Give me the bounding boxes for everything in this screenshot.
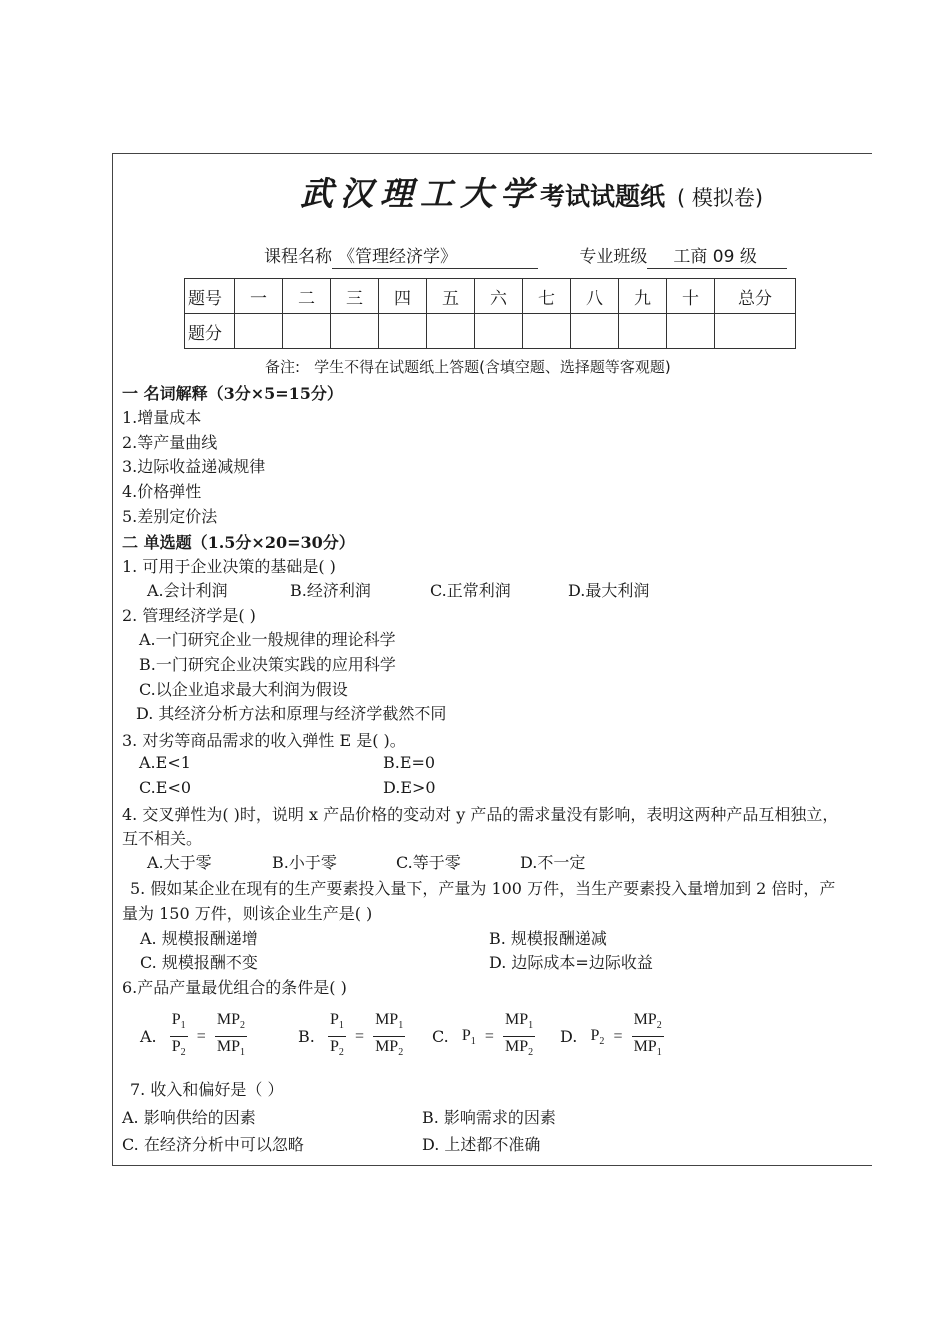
question-5-stem-cont: 量为 150 万件，则该企业生产是( ) [122, 904, 373, 923]
row-label: 题分 [185, 314, 235, 349]
term-item: 4.价格弹性 [122, 482, 202, 501]
q7-option-a: A. 影响供给的因素 [122, 1108, 256, 1127]
col-5: 五 [427, 279, 475, 314]
fraction: $\frac{P_1}{P_2}$ [329, 1011, 344, 1059]
q3-option-b: B.E=0 [383, 753, 436, 772]
col-6: 六 [475, 279, 523, 314]
q3-option-d: D.E>0 [383, 778, 436, 797]
q2-option-b: B.一门研究企业决策实践的应用科学 [139, 655, 396, 674]
section-2-title: 二 单选题（1.5分×20=30分） [122, 533, 355, 552]
q1-option-c: C.正常利润 [430, 581, 511, 600]
university-name: 武汉理工大学 [300, 174, 540, 213]
note-text: 学生不得在试题纸上答题(含填空题、选择题等客观题) [314, 358, 671, 376]
question-4-stem-cont: 互不相关。 [122, 829, 203, 848]
exam-paper-title: 考试试题纸 [540, 182, 666, 211]
row-label: 题号 [185, 279, 235, 314]
score-cell [523, 314, 571, 349]
q6-option-c: C. $P_1$ = $\frac{MP_1}{MP_2}$ [432, 1010, 535, 1063]
class-label: 专业班级 [579, 247, 648, 267]
col-total: 总分 [715, 279, 796, 314]
score-cell [475, 314, 523, 349]
exam-title [300, 168, 763, 215]
term-item: 5.差别定价法 [122, 507, 218, 526]
fraction: $\frac{MP_1}{MP_2}$ [375, 1011, 404, 1059]
course-meta [264, 242, 787, 269]
q5-option-a: A. 规模报酬递增 [140, 929, 258, 948]
score-table-score-row [185, 314, 796, 349]
q3-option-c: C.E<0 [139, 778, 192, 797]
q5-option-b: B. 规模报酬递减 [489, 929, 607, 948]
col-7: 七 [523, 279, 571, 314]
q6-option-a: A. $\frac{P_1}{P_2}$ = $\frac{MP_2}{MP_1}$ [140, 1010, 247, 1063]
section-1-title: 一 名词解释（3分×5=15分） [122, 384, 343, 403]
col-1: 一 [235, 279, 283, 314]
q1-option-d: D.最大利润 [568, 581, 650, 600]
col-3: 三 [331, 279, 379, 314]
score-cell [427, 314, 475, 349]
question-4-stem: 4. 交叉弹性为( )时，说明 x 产品价格的变动对 y 产品的需求量没有影响，表明这两种产品互相独立， [122, 805, 839, 824]
score-cell [331, 314, 379, 349]
score-cell [715, 314, 796, 349]
score-table [184, 278, 796, 349]
fraction: $\frac{P_1}{P_2}$ [171, 1011, 186, 1059]
score-cell [379, 314, 427, 349]
col-10: 十 [667, 279, 715, 314]
question-6-stem: 6.产品产量最优组合的条件是( ) [122, 978, 347, 997]
q4-option-c: C.等于零 [396, 853, 461, 872]
fraction: $\frac{MP_1}{MP_2}$ [504, 1011, 534, 1059]
term-item: 2.等产量曲线 [122, 433, 218, 452]
q7-option-b: B. 影响需求的因素 [422, 1108, 556, 1127]
q1-option-b: B.经济利润 [290, 581, 371, 600]
exam-note [265, 356, 685, 377]
score-table-header-row [185, 279, 796, 314]
q2-option-d: D. 其经济分析方法和原理与经济学截然不同 [136, 704, 447, 723]
score-cell [571, 314, 619, 349]
q4-option-a: A.大于零 [147, 853, 212, 872]
fraction: $\frac{MP_2}{MP_1}$ [633, 1011, 662, 1059]
score-cell [283, 314, 331, 349]
q3-option-a: A.E<1 [139, 753, 191, 772]
question-7-stem: 7. 收入和偏好是（ ） [130, 1080, 284, 1099]
q7-option-d: D. 上述都不准确 [422, 1135, 541, 1154]
score-cell [667, 314, 715, 349]
score-cell [235, 314, 283, 349]
question-1-stem: 1. 可用于企业决策的基础是( ) [122, 557, 336, 576]
question-5-stem: 5. 假如某企业在现有的生产要素投入量下，产量为 100 万件，当生产要素投入量增加到 2 倍时，产 [130, 879, 836, 898]
question-3-stem: 3. 对劣等商品需求的收入弹性 E 是( )。 [122, 731, 406, 750]
q7-option-c: C. 在经济分析中可以忽略 [122, 1135, 304, 1154]
term-item: 1.增量成本 [122, 408, 202, 427]
q4-option-b: B.小于零 [272, 853, 337, 872]
q1-option-a: A.会计利润 [147, 581, 228, 600]
q2-option-a: A.一门研究企业一般规律的理论科学 [139, 630, 396, 649]
col-9: 九 [619, 279, 667, 314]
col-8: 八 [571, 279, 619, 314]
col-4: 四 [379, 279, 427, 314]
score-cell [619, 314, 667, 349]
class-value: 工商 09 级 [647, 242, 787, 269]
q6-option-d: D. $P_2$ = $\frac{MP_2}{MP_1}$ [560, 1010, 664, 1063]
q5-option-d: D. 边际成本=边际收益 [489, 953, 653, 972]
q4-option-d: D.不一定 [520, 853, 586, 872]
term-item: 3.边际收益递减规律 [122, 457, 266, 476]
question-2-stem: 2. 管理经济学是( ) [122, 606, 256, 625]
col-2: 二 [283, 279, 331, 314]
course-value: 《管理经济学》 [332, 242, 538, 269]
q5-option-c: C. 规模报酬不变 [140, 953, 258, 972]
fraction: $\frac{MP_2}{MP_1}$ [216, 1011, 245, 1059]
course-label: 课程名称 [264, 247, 332, 267]
q6-option-b: B. $\frac{P_1}{P_2}$ = $\frac{MP_1}{MP_2}$ [298, 1010, 405, 1063]
note-label: 备注: [265, 358, 301, 376]
mock-label: ( 模拟卷) [677, 186, 764, 210]
q2-option-c: C.以企业追求最大利润为假设 [139, 680, 348, 699]
